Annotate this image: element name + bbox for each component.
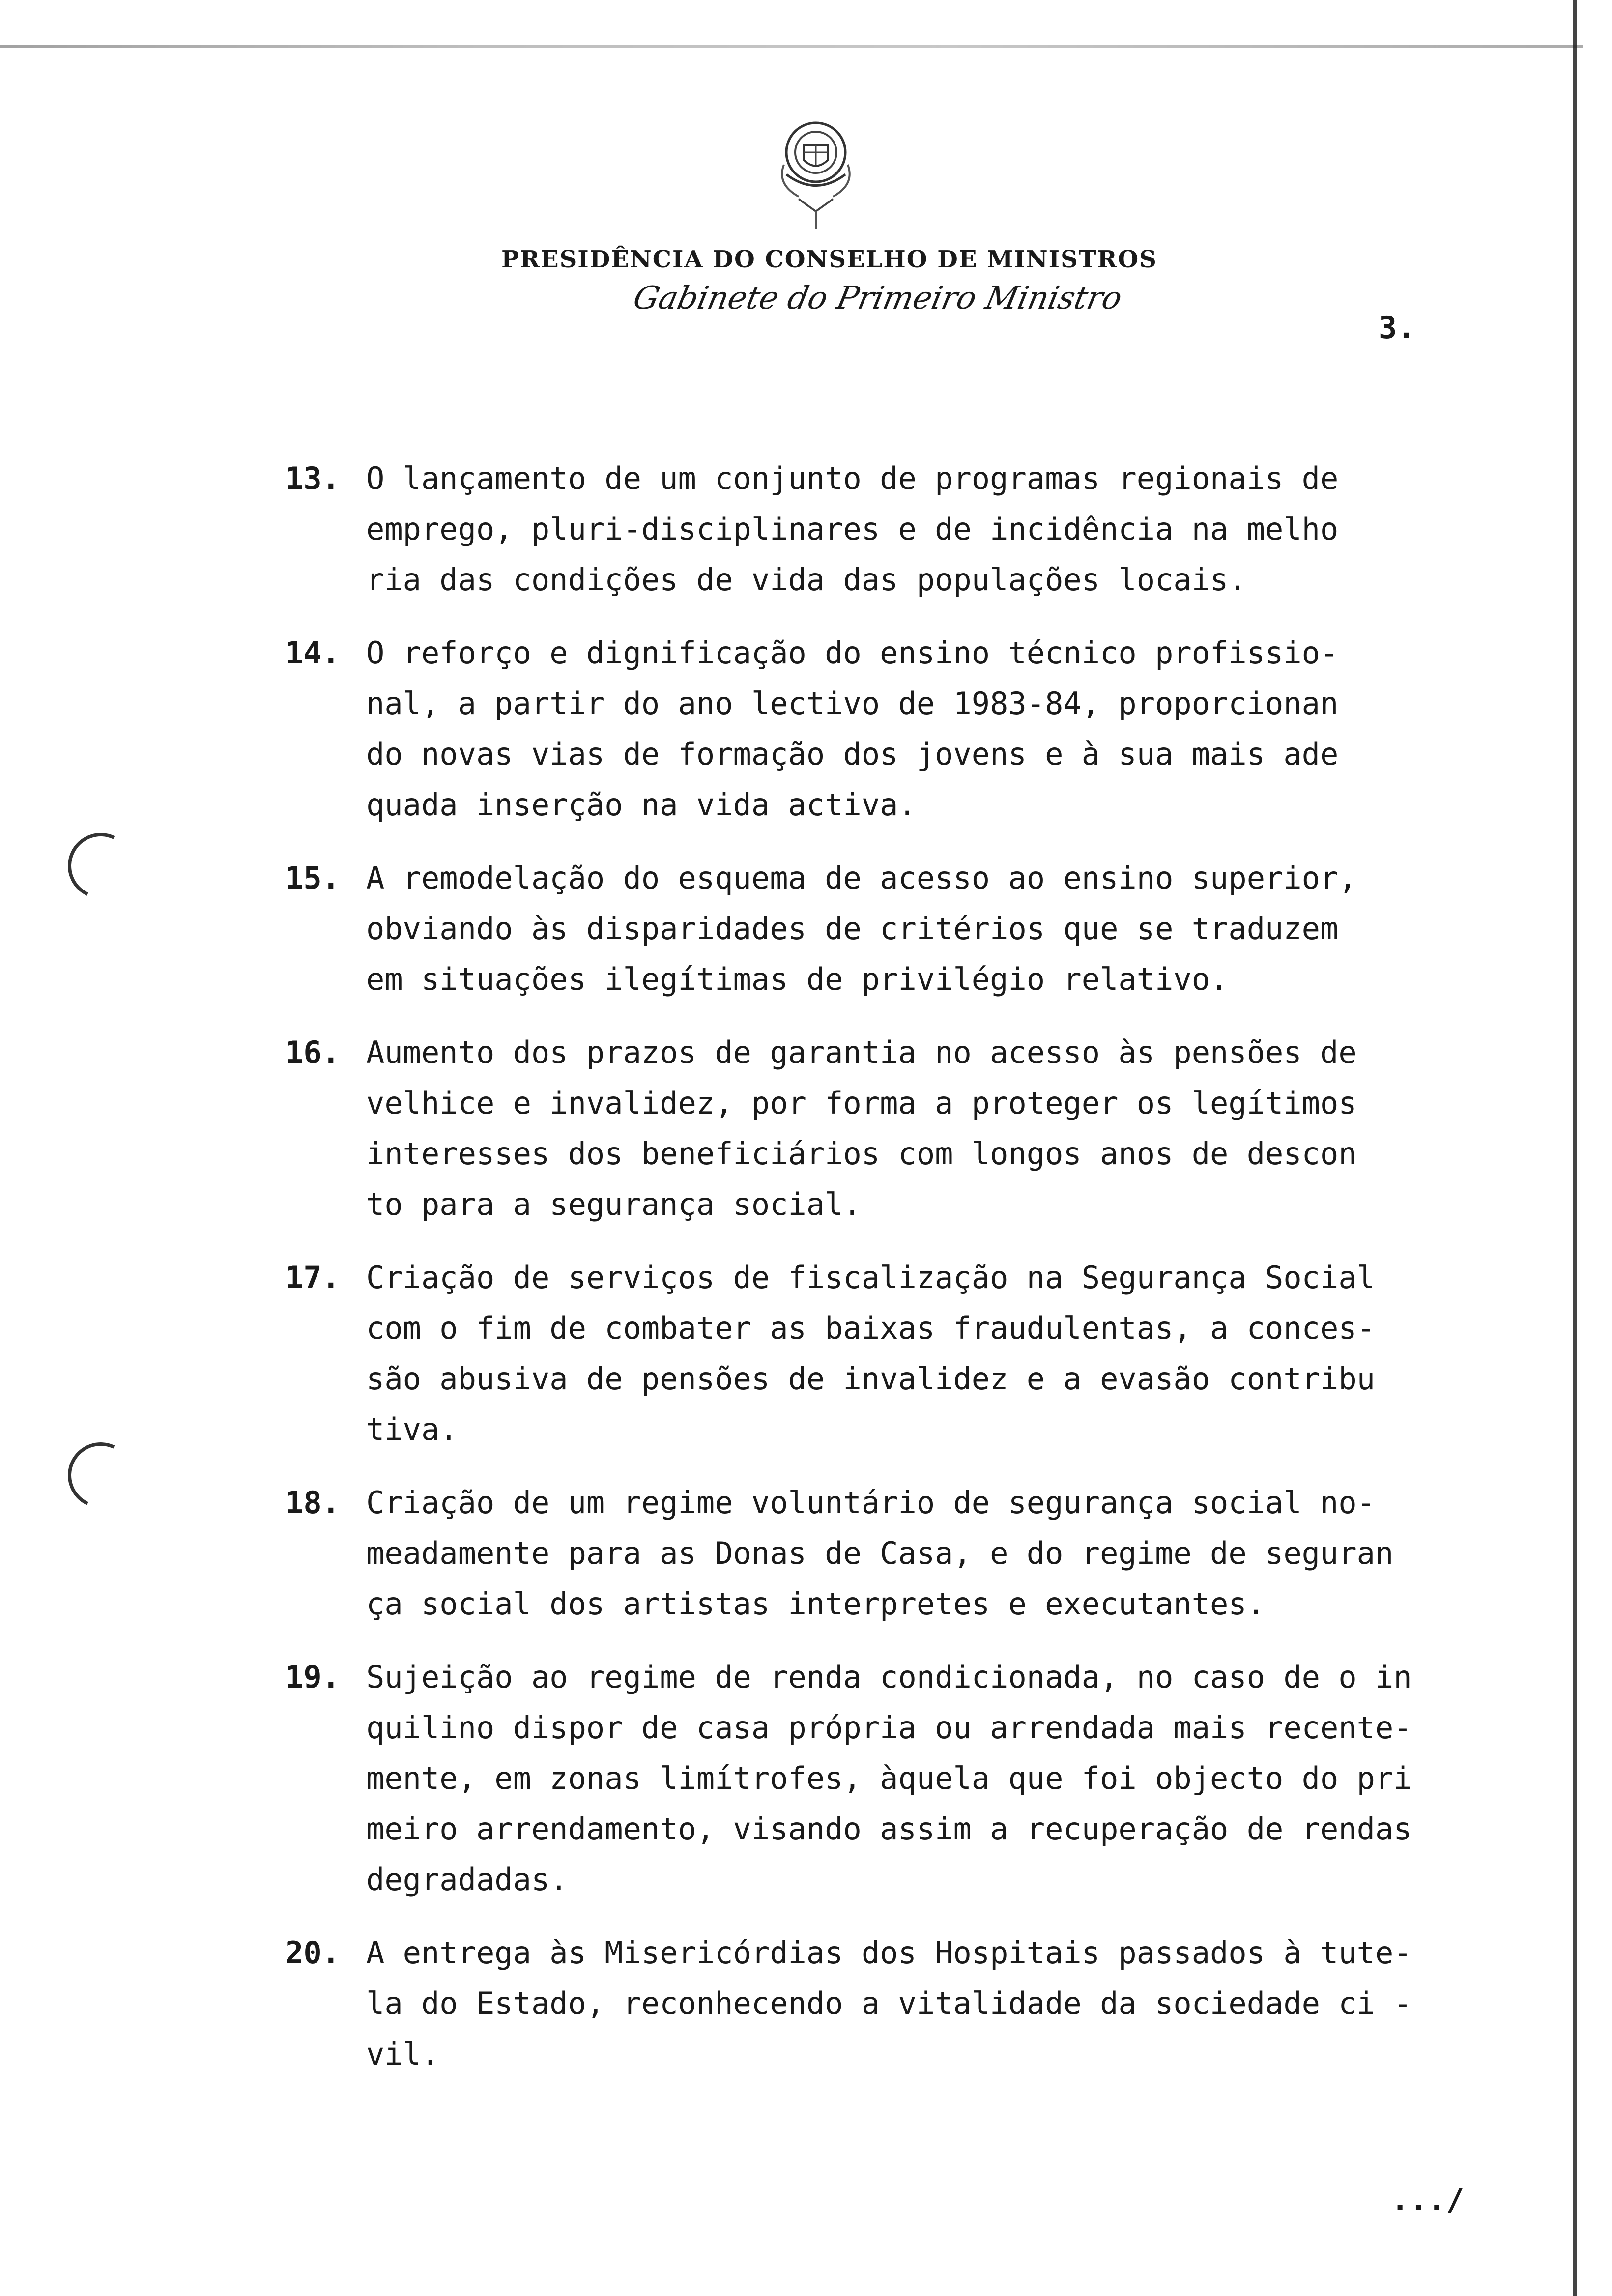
punch-hole-icon (58, 1433, 143, 1518)
item-number: 16. (285, 1034, 340, 1070)
list-item (285, 453, 1494, 605)
item-number: 17. (285, 1260, 340, 1295)
item-text: Criação de serviços de fiscalização na Segurança Social com o fim de combater as baixas fraudulentas, a conces- são abusiva de pensões de invalidez e a evasão contribu tiva. (366, 1260, 1375, 1447)
item-number: 14. (285, 635, 340, 671)
list-item (285, 1477, 1494, 1629)
organization-name: PRESIDÊNCIA DO CONSELHO DE MINISTROS (501, 246, 1157, 273)
office-name: Gabinete do Primeiro Ministro (630, 280, 1125, 316)
item-text: O lançamento de um conjunto de programas regionais de emprego, pluri-disciplinares e de incidência na melho ria das condições de vida das populações locais. (366, 460, 1339, 598)
list-item (285, 853, 1494, 1004)
list-item (285, 1252, 1494, 1455)
item-number: 15. (285, 860, 340, 896)
item-number: 13. (285, 460, 340, 496)
punch-hole-icon (58, 824, 143, 908)
page-number: 3. (1379, 310, 1415, 345)
list-item (285, 1927, 1494, 2079)
item-number: 20. (285, 1935, 340, 1971)
item-number: 18. (285, 1485, 340, 1521)
item-text: A entrega às Misericórdias dos Hospitais passados à tute- la do Estado, reconhecendo a vitalidade da sociedade ci - vil. (366, 1935, 1412, 2072)
scan-edge-right (1573, 0, 1577, 2296)
list-item (285, 1027, 1494, 1230)
list-item (285, 628, 1494, 830)
scan-edge-top (0, 45, 1583, 48)
list-item (285, 1652, 1494, 1905)
item-text: A remodelação do esquema de acesso ao ensino superior, obviando às disparidades de critérios que se traduzem em situações ilegítimas de privilégio relativo. (366, 860, 1357, 997)
item-text: Sujeição ao regime de renda condicionada, no caso de o in quilino dispor de casa própria ou arrendada mais recente- mente, em zonas limítrofes, àquela que foi objecto do pri meiro arrendamento, visando assim a recuperação de rendas degradadas. (366, 1659, 1412, 1897)
numbered-list (285, 453, 1494, 2102)
item-text: Aumento dos prazos de garantia no acesso às pensões de velhice e invalidez, por forma a proteger os legítimos interesses dos beneficiários com longos anos de descon to para a segurança social. (366, 1034, 1357, 1222)
item-text: Criação de um regime voluntário de segurança social no- meadamente para as Donas de Casa, e do regime de seguran ça social dos artistas interpretes e executantes. (366, 1485, 1394, 1622)
item-text: O reforço e dignificação do ensino técnico profissio- nal, a partir do ano lectivo de 1983-84, proporcionan do novas vias de formação dos jovens e à sua mais ade quada inserção na vida activa. (366, 635, 1339, 823)
coat-of-arms-icon (759, 111, 872, 233)
item-number: 19. (285, 1659, 340, 1695)
continuation-mark: .../ (1391, 2182, 1465, 2218)
